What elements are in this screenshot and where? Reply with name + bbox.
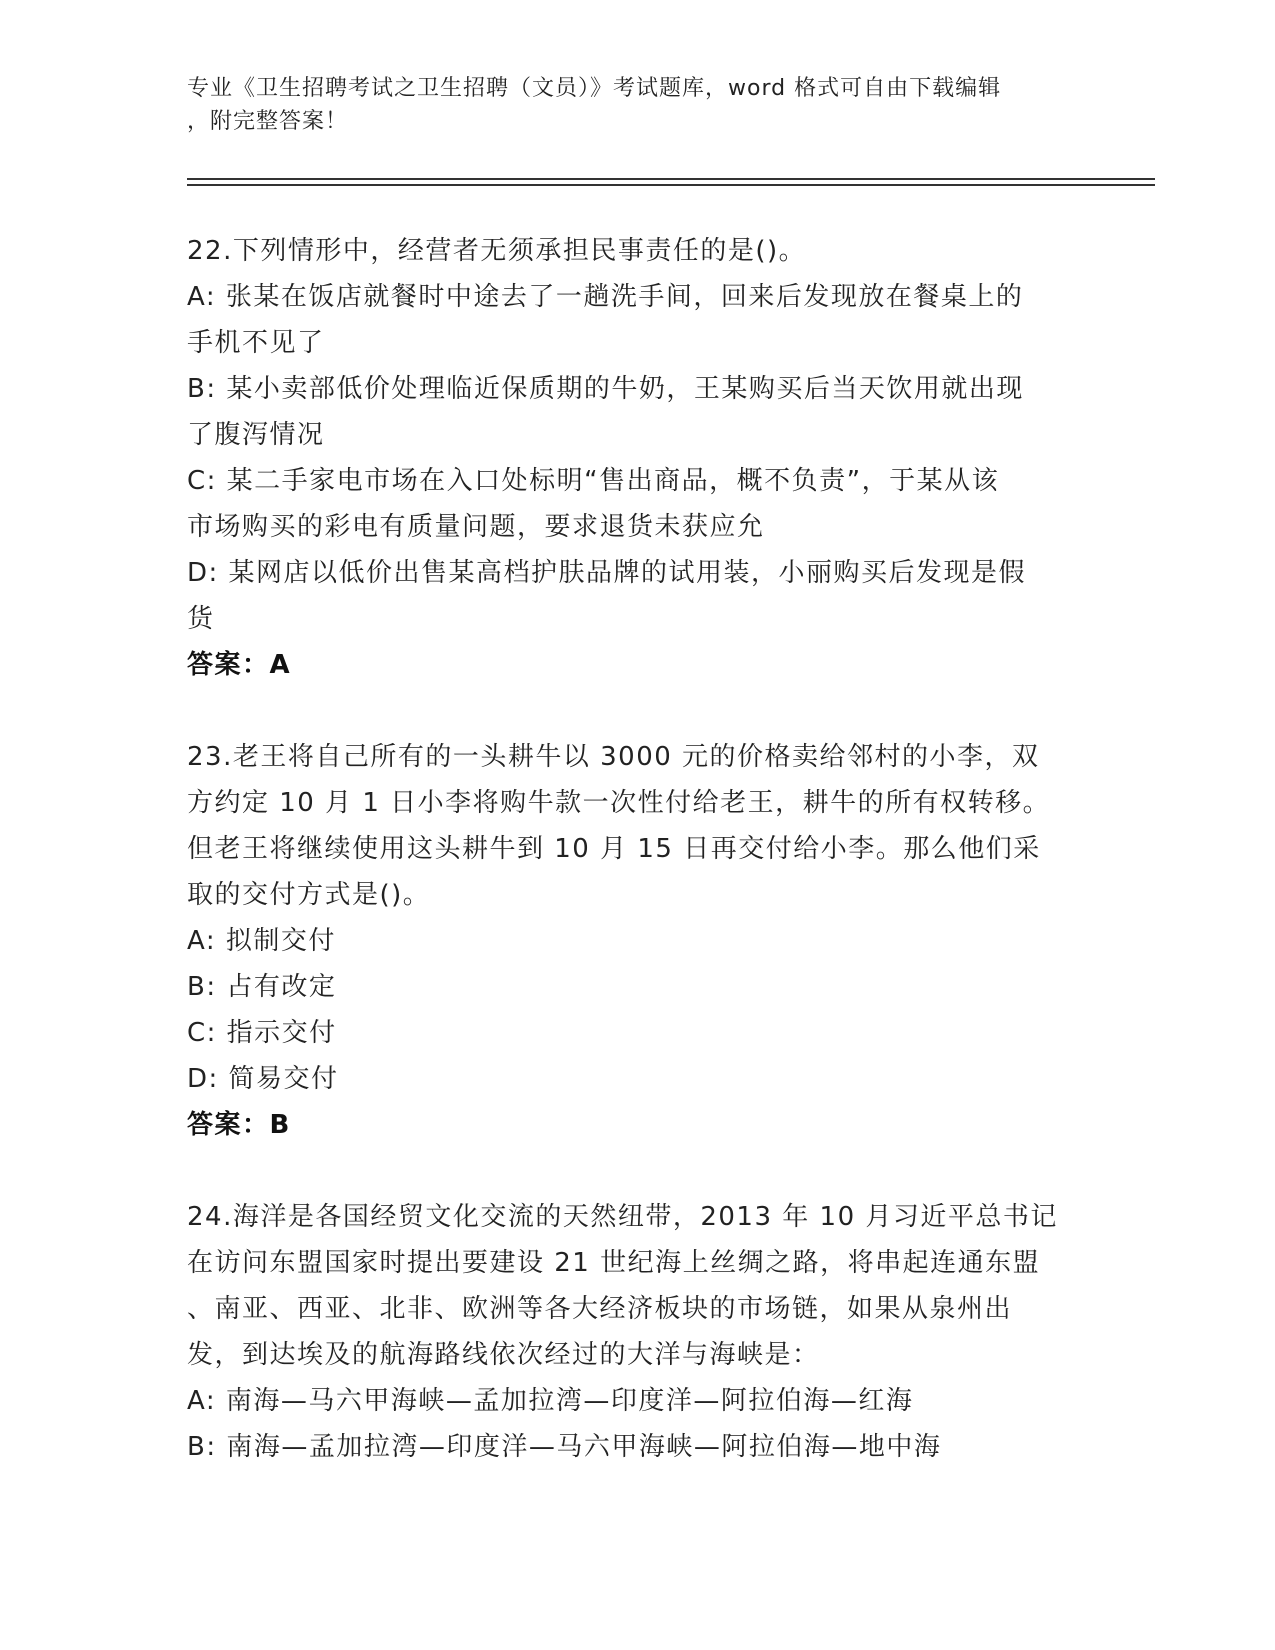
option-a: A: 拟制交付	[187, 926, 336, 956]
header-divider-top	[187, 178, 1155, 180]
header-line-2: ，附完整答案！	[187, 109, 349, 134]
question-list	[187, 228, 1067, 1516]
option-a: A: 南海—马六甲海峡—孟加拉湾—印度洋—阿拉伯海—红海	[187, 1386, 914, 1416]
question-stem-line: 23.老王将自己所有的一头耕牛以 3000 元的价格卖给邻村的小李，双	[187, 742, 1040, 772]
header-line-1: 专业《卫生招聘考试之卫生招聘（文员）》考试题库，word 格式可自由下载编辑	[187, 76, 1002, 101]
answer	[187, 1102, 1067, 1148]
question-stem-line: 24.海洋是各国经贸文化交流的天然纽带，2013 年 10 月习近平总书记	[187, 1202, 1058, 1232]
answer-label: 答案：	[187, 650, 270, 680]
answer-value: A	[269, 650, 292, 680]
question-stem-line: 方约定 10 月 1 日小李将购牛款一次性付给老王，耕牛的所有权转移。	[187, 788, 1051, 818]
option-d: D: 某网店以低价出售某高档护肤品牌的试用装，小丽购买后发现是假 货	[187, 558, 1027, 634]
option-b: B: 占有改定	[187, 972, 337, 1002]
option-b: B: 南海—孟加拉湾—印度洋—马六甲海峡—阿拉伯海—地中海	[187, 1432, 942, 1462]
option-d: D: 简易交付	[187, 1064, 339, 1094]
question-stem-line: 但老王将继续使用这头耕牛到 10 月 15 日再交付给小李。那么他们采	[187, 834, 1041, 864]
answer-label: 答案：	[187, 1110, 270, 1140]
question-stem-line: 发，到达埃及的航海路线依次经过的大洋与海峡是：	[187, 1340, 820, 1370]
option-b: B: 某小卖部低价处理临近保质期的牛奶，王某购买后当天饮用就出现 了腹泻情况	[187, 374, 1024, 450]
question-stem: 22.下列情形中，经营者无须承担民事责任的是()。	[187, 236, 807, 266]
document-header	[187, 72, 1067, 138]
option-c: C: 指示交付	[187, 1018, 337, 1048]
question-23	[187, 734, 1067, 1148]
header-divider-bottom	[187, 184, 1155, 186]
question-22	[187, 228, 1067, 688]
question-stem-line: 取的交付方式是()。	[187, 880, 431, 910]
question-stem-line: 在访问东盟国家时提出要建设 21 世纪海上丝绸之路，将串起连通东盟	[187, 1248, 1041, 1278]
question-stem-line: 、南亚、西亚、北非、欧洲等各大经济板块的市场链，如果从泉州出	[187, 1294, 1013, 1324]
option-c: C: 某二手家电市场在入口处标明“售出商品，概不负责”，于某从该 市场购买的彩电有质量问题，要求退货未获应允	[187, 466, 1000, 542]
answer	[187, 642, 1067, 688]
question-24	[187, 1194, 1067, 1470]
answer-value: B	[269, 1110, 291, 1140]
option-a: A: 张某在饭店就餐时中途去了一趟洗手间，回来后发现放在餐桌上的 手机不见了	[187, 282, 1024, 358]
